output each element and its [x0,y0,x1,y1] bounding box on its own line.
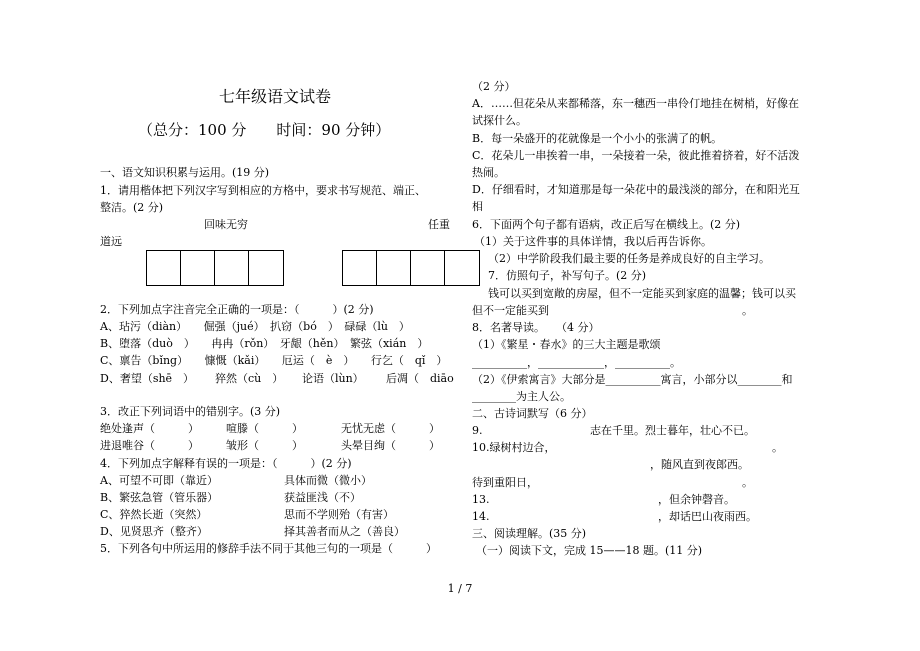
poem-line: 志在千里。烈士暮年，壮心不已。 [590,424,755,437]
question-text: 7．仿照句子，补写句子。(2 分) [488,269,647,282]
correction-item: 绝处逢声（ ） [100,422,199,435]
sentence-item: （2）中学阶段我们最主要的任务是养成良好的自主学习。 [488,252,770,265]
section-heading: 三、阅读理解。(35 分) [472,527,587,540]
option-c: C．花朵儿一串挨着一串，一朵接着一朵，彼此推着挤着，好不活泼 [472,149,800,162]
option-b: B、堕落（duò ） 冉冉（rǒn） 牙龈（hěn） 繁弦（xián ） [100,337,429,350]
sentence-item: （1）《繁星・春水》的三大主题是歌颂 [472,338,661,351]
score-note: （2 分） [472,80,516,93]
question-text: 2．下列加点字注音完全正确的一项是：（ ）(2 分) [100,303,374,316]
option-a: 具体而微（微小） [284,474,372,487]
poem-line: ，随风直到夜郎西。 [650,458,749,471]
correction-item: 喧滕（ ） [226,422,303,435]
option-b: B、繁弦急管（管乐器） [100,491,219,504]
section-heading: 二、古诗词默写（6 分） [472,407,593,420]
section-heading: 一、语文知识积累与运用。(19 分) [100,166,270,179]
poem-line: 10.绿树村边合， [472,441,556,454]
option-a: A、可望不可即（靠近） [100,474,218,487]
writing-grid[interactable] [146,250,284,286]
question-text: 3．改正下列词语中的错别字。(3 分) [100,405,281,418]
blank-line: ________为主人公。 [472,390,571,403]
option-c: 热闹。 [472,166,505,179]
exam-subtitle: （总分：100 分 时间：90 分钟） [138,121,391,139]
option-a: A．……但花朵从来都稀落，东一穗西一串伶仃地挂在树梢，好像在 [472,97,799,110]
word-label: 回味无穷 [204,218,248,231]
option-b: B．每一朵盛开的花就像是一个小小的张满了的帆。 [472,132,723,145]
poem-line: 13. [472,493,490,506]
grid-cell[interactable] [377,251,411,285]
question-text: 6．下面两个句子都有语病，改正后写在横线上。(2 分) [472,218,741,231]
option-c: C、猝然长逝（突然） [100,508,208,521]
grid-cell[interactable] [445,251,479,285]
option-d: D．仔细看时，才知道那是每一朵花中的最浅淡的部分，在和阳光互 [472,183,800,196]
poem-line: 待到重阳日， [472,476,538,489]
correction-item: 皱形（ ） [226,439,303,452]
poem-line: ，但余钟磬音。 [658,493,735,506]
sentence-item: 但不一定能买到 [472,304,549,317]
writing-grid[interactable] [342,250,480,286]
question-text: 1．请用楷体把下列汉字写到相应的方格中，要求书写规范、端正、 [100,184,426,197]
sentence-item: （2）《伊索寓言》大部分是__________寓言，小部分以________和 [472,373,793,386]
poem-line: 9. [472,424,483,437]
page-number: 1 / 7 [447,582,473,595]
blank-line: __________，____________，__________。 [472,356,681,369]
reading-instruction: （一）阅读下文，完成 15——18 题。(11 分) [476,544,703,557]
option-c: C、禀告（bǐng） 慷慨（kǎi） 厄运（ è ） 行乞（ qǐ ） [100,354,448,367]
grid-cell[interactable] [147,251,181,285]
grid-cell[interactable] [411,251,445,285]
option-c: 思而不学则殆（有害） [284,508,394,521]
option-a: A、玷污（diàn） 倔强（jué） 扒窃（bó ） 碌碌（lù ） [100,320,410,333]
page-title: 七年级语文试卷 [218,87,331,106]
poem-line: 。 [742,476,753,489]
question-text: 整洁。(2 分) [100,201,164,214]
option-d: 后凋（ diāo [386,372,454,385]
option-d: 相 [472,200,483,213]
sentence-end: 。 [742,304,753,317]
option-b: 获益匪浅（不） [284,491,361,504]
grid-cell[interactable] [215,251,249,285]
poem-line: 14. [472,510,490,523]
sentence-item: 钱可以买到宽敞的房屋，但不一定能买到家庭的温馨；钱可以买 [488,287,796,300]
grid-cell[interactable] [343,251,377,285]
option-d: 择其善者而从之（善良） [284,525,405,538]
correction-item: 无忧无虑（ ） [341,422,440,435]
word-label: 任重 [428,218,450,231]
poem-line: ，却话巴山夜雨西。 [658,510,757,523]
grid-cell[interactable] [249,251,283,285]
question-text: 4．下列加点字解释有误的一项是：（ ）(2 分) [100,457,352,470]
option-d: D、奢望（shē ） [100,372,195,385]
correction-item: 进退唯谷（ ） [100,439,199,452]
correction-item: 头晕目绚（ ） [341,439,440,452]
poem-line: 。 [772,441,783,454]
question-text: 5．下列各句中所运用的修辞手法不同于其他三句的一项是（ ） [100,542,437,555]
word-label: 道远 [100,235,122,248]
sentence-item: （1）关于这件事的具体详情，我以后再告诉你。 [474,235,712,248]
option-d: 猝然（cù ） [215,372,284,385]
option-d: D、见贤思齐（整齐） [100,525,208,538]
option-d: 论语（lùn） [302,372,364,385]
grid-cell[interactable] [181,251,215,285]
option-a: 试探什么。 [472,114,527,127]
question-text: 8．名著导读。 （4 分） [472,321,600,334]
